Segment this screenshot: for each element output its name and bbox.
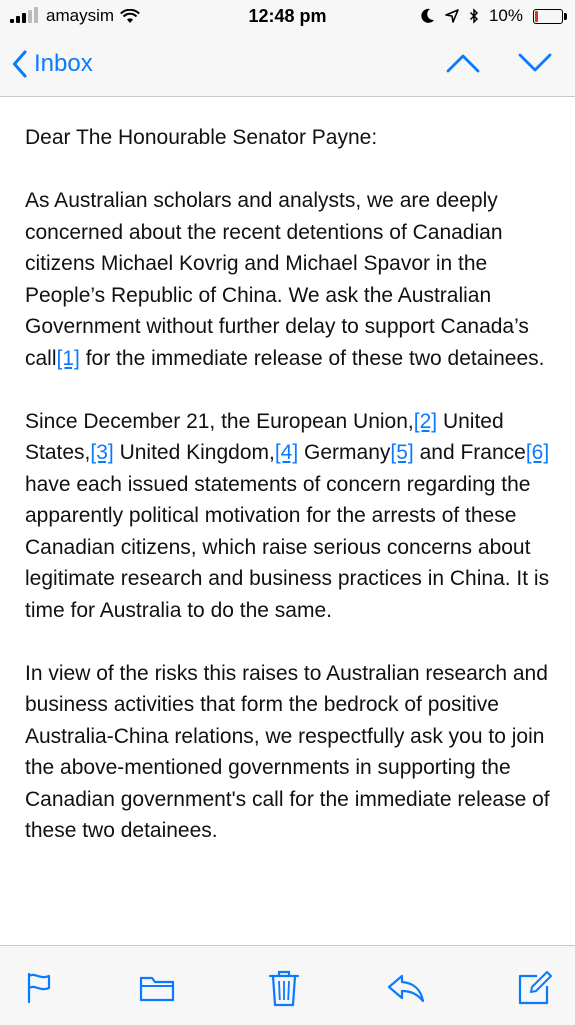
- paragraph-text: Since December 21, the European Union,: [25, 409, 414, 433]
- footnote-link-5[interactable]: [5]: [390, 441, 414, 464]
- flag-icon: [26, 972, 52, 1004]
- paragraph-text: have each issued statements of concern regarding the apparently political motivation for the arrests of these Canadian citizens, which raise serious concerns about legitimate research and business practices in China. It is time for Australia to do the same.: [25, 472, 550, 622]
- trash-icon: [268, 969, 300, 1007]
- paragraph-text: United Kingdom,: [113, 441, 275, 464]
- carrier-name: amaysim: [46, 6, 115, 25]
- paragraph-text: As Australian scholars and analysts, we are deeply concerned about the recent detentions of Canadian citizens Michael Kovrig and Michael Spavor in the People’s Republic of China. We ask the Australian Government without further delay to support Canada’s call: [25, 189, 529, 370]
- compose-icon: [517, 970, 553, 1006]
- paragraph-text: and France: [413, 441, 526, 464]
- status-time: 12:48 pm: [248, 6, 327, 26]
- back-button-label: Inbox: [34, 50, 93, 77]
- paragraph-text: for the immediate release of these two detainees.: [79, 346, 545, 370]
- footnote-link-1[interactable]: [1]: [56, 346, 80, 370]
- trash-button[interactable]: [262, 968, 306, 1008]
- footnote-link-6[interactable]: [6]: [525, 441, 550, 464]
- mail-nav-bar: [0, 34, 575, 97]
- footnote-link-4[interactable]: [4]: [274, 441, 299, 464]
- moon-icon: [421, 8, 435, 24]
- paragraph-text: United States,: [25, 409, 504, 464]
- footnote-link-2[interactable]: [2]: [413, 409, 438, 433]
- next-message-button[interactable]: [515, 48, 555, 78]
- paragraph-2: [25, 406, 555, 627]
- location-arrow-icon: [445, 9, 459, 23]
- email-body: [25, 122, 555, 878]
- battery-level-fill: [535, 11, 538, 22]
- battery-icon: [533, 9, 563, 24]
- status-right: [421, 6, 563, 26]
- flag-button[interactable]: [17, 968, 61, 1008]
- chevron-down-icon: [518, 53, 552, 73]
- message-toolbar: [0, 945, 575, 1025]
- compose-button[interactable]: [513, 968, 557, 1008]
- move-to-folder-button[interactable]: [135, 968, 179, 1008]
- paragraph-text: Germany: [298, 441, 391, 464]
- folder-icon: [139, 974, 175, 1002]
- battery-percentage: 10%: [488, 6, 523, 25]
- bluetooth-icon: [469, 8, 479, 24]
- message-navigation: [443, 48, 555, 78]
- previous-message-button[interactable]: [443, 48, 483, 78]
- chevron-left-icon: [12, 50, 28, 78]
- paragraph-3: In view of the risks this raises to Australian research and business activities that form the bedrock of positive Australia-China relations, we respectfully ask you to join the above-mentioned governments in supporting the Canadian government's call for the immediate release of these two detainees.: [25, 661, 550, 842]
- reply-icon: [386, 972, 426, 1004]
- reply-button[interactable]: [384, 968, 428, 1008]
- status-bar: [0, 0, 575, 34]
- chevron-up-icon: [446, 53, 480, 73]
- salutation: Dear The Honourable Senator Payne:: [25, 126, 378, 149]
- footnote-link-3[interactable]: [3]: [90, 441, 114, 464]
- back-to-inbox-button[interactable]: [12, 46, 93, 82]
- paragraph-1: [25, 185, 555, 374]
